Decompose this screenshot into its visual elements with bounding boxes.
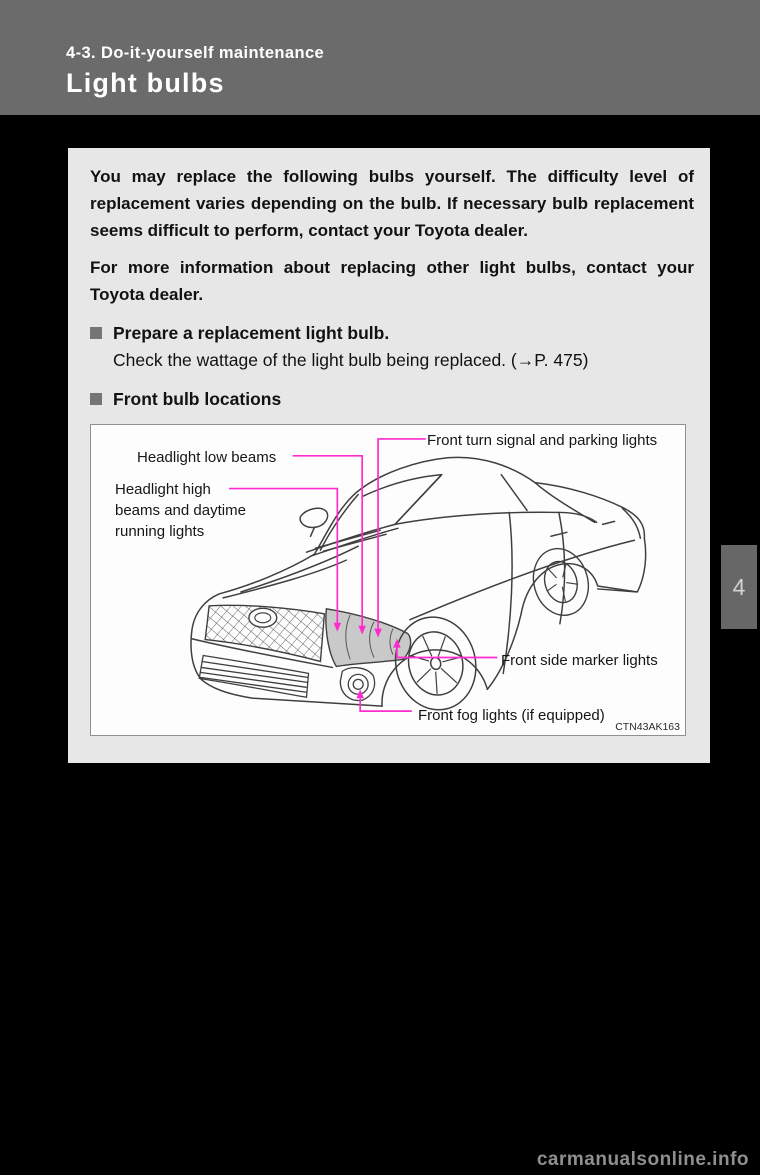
content-box [68,148,710,763]
label-high-beams: Headlight high beams and daytime running lights [115,481,246,540]
label-turn-signal: Front turn signal and parking lights [427,432,658,449]
page-header [0,0,760,115]
prepare-bullet-body: Check the wattage of the light bulb being replaced. (→P. 475) [113,350,589,370]
locations-bullet-title: Front bulb locations [113,389,282,409]
locations-bullet [90,386,694,413]
front-bulb-locations-diagram [90,424,686,736]
car-fog-light [340,668,374,701]
chapter-number: 4 [732,573,746,600]
label-fog-lights: Front fog lights (if equipped) [418,707,605,724]
square-bullet-icon [90,393,102,405]
square-bullet-icon [90,327,102,339]
watermark: carmanualsonline.info [536,1149,749,1170]
car-lower-grille [199,656,308,698]
callout-lines [229,439,497,711]
figure-code: CTN43AK163 [615,721,680,733]
car-grille [205,605,324,661]
page-title: Light bulbs [66,68,225,98]
intro-paragraph: You may replace the following bulbs yourself. The difficulty level of replacement varies depending on the bulb. If necessary bulb replacement seems difficult to perform, contact your Toyota dealer. [90,167,694,240]
car-illustration [91,425,685,735]
chapter-tab [721,545,757,629]
prepare-bullet-title: Prepare a replacement light bulb. [113,323,390,343]
label-low-beams: Headlight low beams [137,449,277,466]
label-side-marker: Front side marker lights [501,652,658,669]
prepare-bullet [90,320,694,347]
breadcrumb: 4-3. Do-it-yourself maintenance [66,44,325,62]
more-info-paragraph: For more information about replacing other light bulbs, contact your Toyota dealer. [90,258,694,304]
